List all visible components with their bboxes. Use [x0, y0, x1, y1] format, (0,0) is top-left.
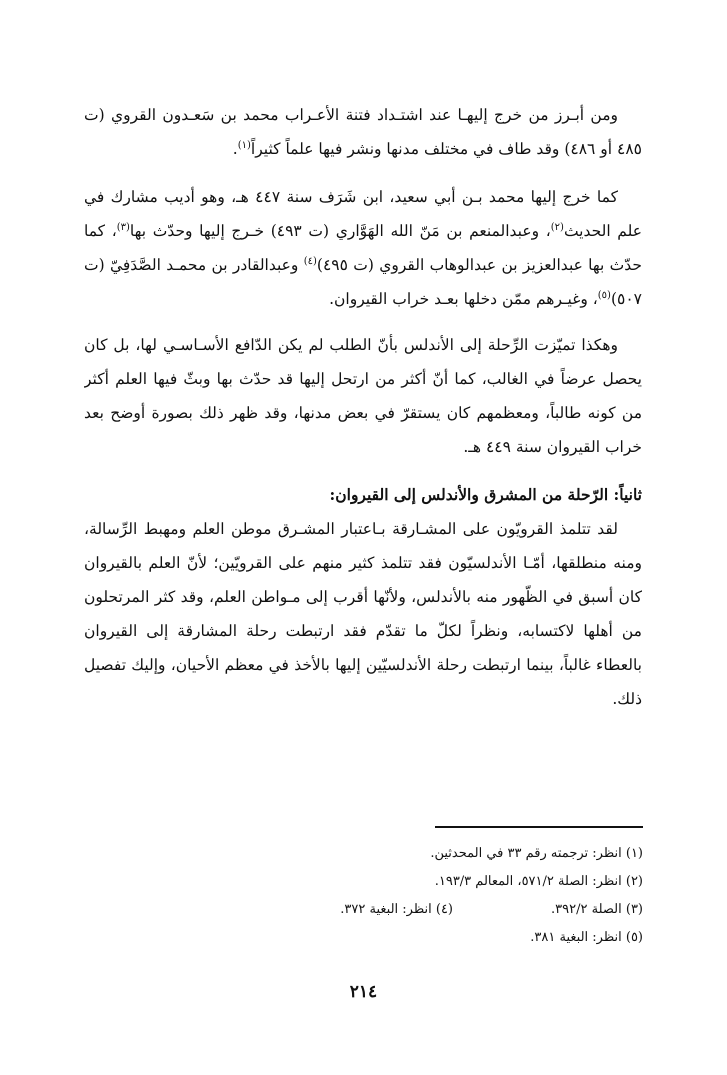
footnotes [85, 840, 643, 952]
paragraph-1-end: . [232, 140, 238, 158]
paragraph-2-part-5: ، وغيـرهم ممّن دخلها بعـد خراب القيروان. [329, 290, 598, 308]
paragraph-4: لقد تتلمذ القرويّون على المشـارقة بـاعتبار المشـرق موطن العلم ومهبط الرِّسالة، ومنه منطلقها، أمّـا الأندلسيّون فقد تتلمذ كثير منهم على القرويّين؛ لأنّ العلم بالقيروان كان أسبق في الظّهور منه بالأندلس، ولأنّها أقرب إلى مـواطن العلم، وقد كثر المرتحلون من أهلها لاكتسابه، ونظراً لكلّ ما تقدّم فقد ارتبطت رحلة المشارقة إلى القيروان بالعطاء غالباً، بينما ارتبطت رحلة الأندلسيّين إليها بالأخذ في معظم الأحيان، وإليك تفصيل ذلك. [84, 520, 642, 708]
paragraph-2-part-3: ، كما حدّث بها عبدالعزيز بن عبدالوهاب القروي (ت ٤٩٥) [84, 222, 642, 274]
footnote-row [85, 896, 643, 924]
footnote-row [85, 840, 643, 868]
footnote-1: (١) انظر: ترجمته رقم ٣٣ في المحدثين. [430, 846, 643, 861]
section-heading: ثانياً: الرّحلة من المشرق والأندلس إلى القيروان: [329, 485, 642, 504]
footnote-separator [435, 826, 643, 828]
footnote-3: (٣) الصلة ٣٩٢/٢. [551, 902, 643, 917]
footnote-ref-4: (٤) [303, 255, 317, 267]
paragraph-3: وهكذا تميّزت الرِّحلة إلى الأندلس بأنّ الطلب لم يكن الدّافع الأسـاسـي لها، بل كان يحصل عرضاً في الغالب، كما أنّ أكثر من ارتحل إليها قد حدّث بها وبثّ فيها العلم أكثر من كونه طالباً، ومعظمهم كان يستقرّ في بعض مدنها، وقد ظهر ذلك بصورة أوضح بعد خراب القيروان سنة ٤٤٩ هـ. [84, 336, 642, 456]
footnote-row [85, 868, 643, 896]
paragraph-2-part-1: كما خرج إليها محمد بـن أبي سعيد، ابن شَرَف سنة ٤٤٧ هـ، وهو أديب مشارك في علم الحديث [84, 188, 642, 240]
footnote-ref-1: (١) [237, 139, 251, 151]
footnote-ref-2: (٢) [550, 221, 564, 233]
footnote-5: (٥) انظر: البغية ٣٨١. [530, 930, 643, 945]
paragraph-1-text: ومن أبـرز من خرج إليهـا عند اشتـداد فتنة الأعـراب محمد بن سَعـدون القروي (ت ٤٨٥ أو ٤٨٦) وقد طاف في مختلف مدنها ونشر فيها علماً كثيراً [84, 106, 642, 158]
page-number: ٢١٤ [349, 982, 378, 1002]
footnote-row [85, 924, 643, 952]
paragraph-1 [84, 98, 642, 166]
paragraph-2-part-2: ، وعبدالمنعم بن مَنّ الله الهَوَّاري (ت ٤٩٣) خـرج إليها وحدّث بها [129, 222, 551, 240]
footnote-ref-3: (٣) [116, 221, 130, 233]
footnote-4: (٤) انظر: البغية ٣٧٢. [340, 902, 453, 917]
paragraph-2 [84, 180, 642, 316]
footnote-2: (٢) انظر: الصلة ٥٧١/٢، المعالم ١٩٣/٣. [434, 874, 643, 889]
footnote-ref-5: (٥) [597, 289, 611, 301]
paragraph-2-part-4: وعبدالقادر بن محمـد الصَّدَفِيّ (ت ٥٠٧) [84, 256, 642, 308]
main-text [84, 98, 642, 798]
